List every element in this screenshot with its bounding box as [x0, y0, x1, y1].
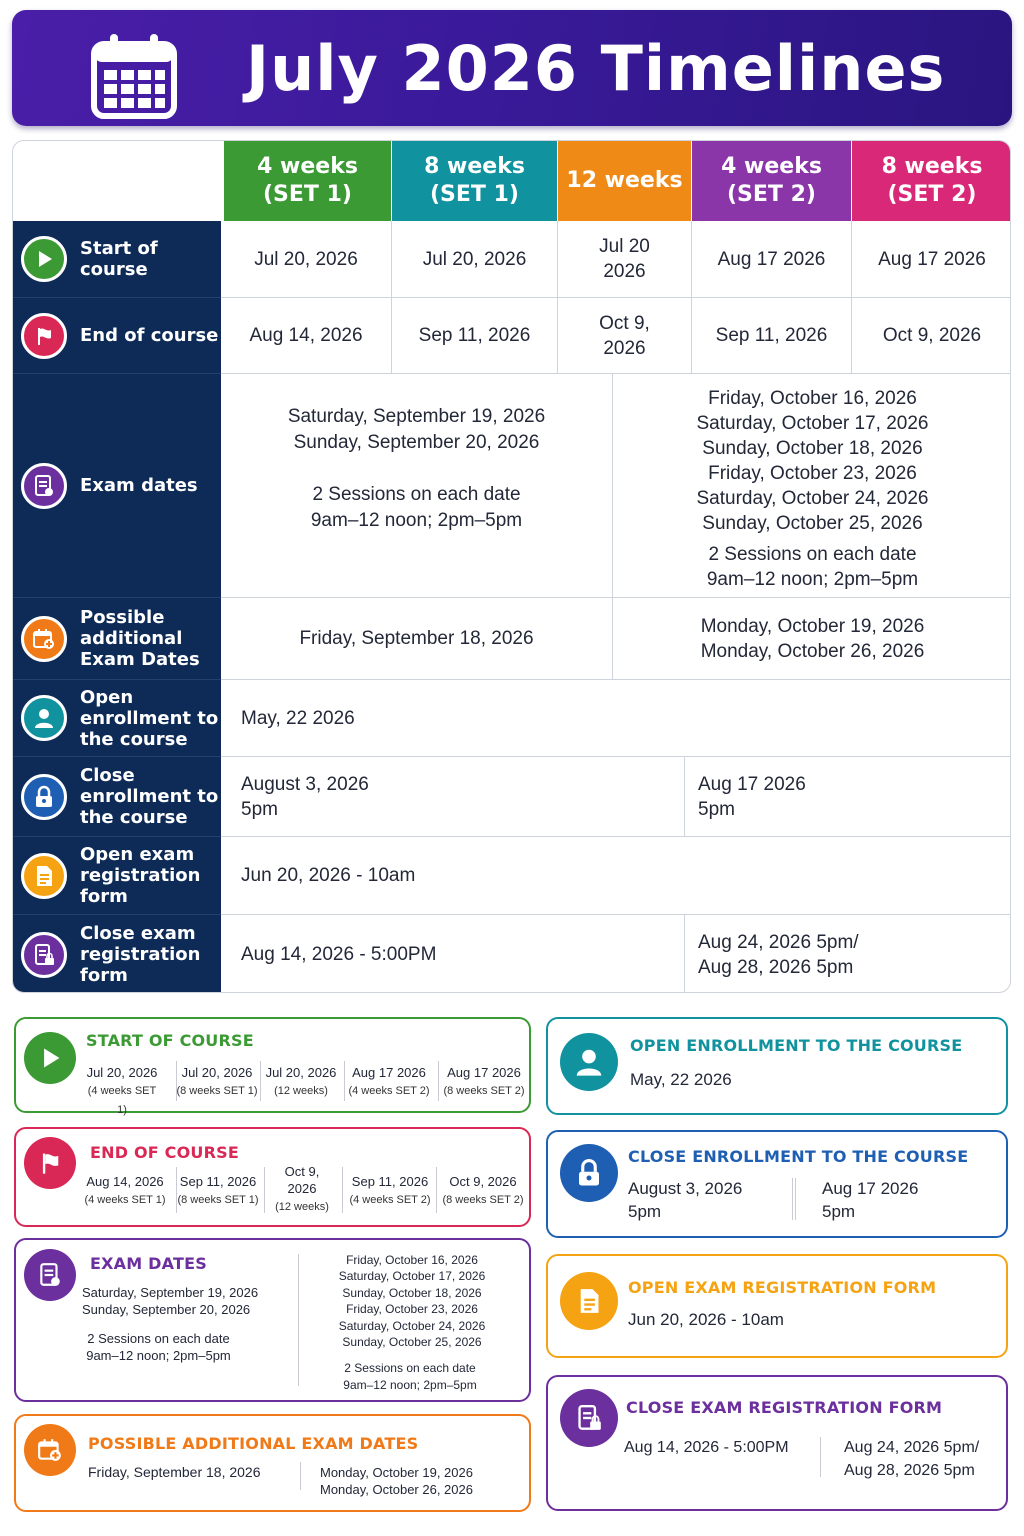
card-item: Jul 20, 2026 (12 weeks) [265, 1065, 337, 1097]
play-icon [21, 236, 67, 282]
card-title: START OF COURSE [86, 1031, 254, 1050]
card-item: Aug 14, 2026 (4 weeks SET 1) [84, 1174, 166, 1206]
card-end-of-course [14, 1127, 531, 1227]
open-enrollment-value: May, 22 2026 [221, 680, 1011, 757]
row-label-close-exam-form: Close exam registration form [13, 915, 221, 993]
card-open-exam-form: OPEN EXAM REGISTRATION FORM Jun 20, 2026 - 10am [546, 1254, 1008, 1358]
card-title: CLOSE EXAM REGISTRATION FORM [626, 1398, 943, 1417]
start-4w-set2: Aug 17 2026 [692, 221, 852, 298]
card-title: CLOSE ENROLLMENT TO THE COURSE [628, 1147, 969, 1166]
row-label-open-enrollment: Open enrollment to the course [13, 680, 221, 757]
card-open-enrollment: OPEN ENROLLMENT TO THE COURSE May, 22 2026 [546, 1017, 1008, 1115]
card-close-enrollment: CLOSE ENROLLMENT TO THE COURSE August 3, 2026 5pm Aug 17 2026 5pm [546, 1130, 1008, 1238]
end-8w-set2: Oct 9, 2026 [852, 298, 1011, 374]
end-4w-set1: Aug 14, 2026 [221, 298, 392, 374]
start-8w-set1: Jul 20, 2026 [392, 221, 558, 298]
column-header-4w-set1: 4 weeks (SET 1) [224, 141, 391, 221]
card-title: POSSIBLE ADDITIONAL EXAM DATES [88, 1434, 419, 1453]
card-title: OPEN EXAM REGISTRATION FORM [628, 1278, 937, 1297]
close-enrollment-set1: August 3, 2026 5pm [221, 757, 685, 837]
form-lock-icon [21, 932, 67, 978]
card-close-exam-form: CLOSE EXAM REGISTRATION FORM Aug 14, 2026 - 5:00PM Aug 24, 2026 5pm/ Aug 28, 2026 5pm [546, 1375, 1008, 1511]
card-start-of-course [14, 1017, 531, 1116]
open-exam-form-value: Jun 20, 2026 - 10am [221, 837, 1011, 915]
end-8w-set1: Sep 11, 2026 [392, 298, 558, 374]
card-item: Aug 17 2026 (4 weeks SET 2) [348, 1065, 430, 1097]
timeline-table [12, 140, 1011, 993]
page-header [12, 10, 1012, 126]
column-header-8w-set1: 8 weeks (SET 1) [392, 141, 557, 221]
calendar-icon [90, 32, 178, 120]
card-item: Aug 17 2026 (8 weeks SET 2) [443, 1065, 525, 1097]
card-item: Oct 9, 2026 (12 weeks) [275, 1164, 329, 1213]
close-exam-form-set2: Aug 24, 2026 5pm/ Aug 28, 2026 5pm [698, 931, 859, 978]
calendar-plus-icon [21, 616, 67, 662]
card-title: END OF COURSE [90, 1143, 239, 1162]
column-header-4w-set2: 4 weeks (SET 2) [692, 141, 851, 221]
user-icon [21, 695, 67, 741]
possible-set1: Friday, September 18, 2026 [221, 598, 613, 680]
lock-icon [21, 774, 67, 820]
user-icon [560, 1033, 618, 1091]
card-item: Sep 11, 2026 (8 weeks SET 1) [177, 1174, 259, 1206]
row-label-exam: Exam dates [13, 374, 221, 598]
flag-icon [24, 1137, 76, 1189]
flag-icon [21, 313, 67, 359]
exam-dates-set2: Friday, October 16, 2026 Saturday, October 17, 2026 Sunday, October 18, 2026 Friday, October 23, 2026 Saturday, October 24, 2026 Sunday, October 25, 2026 2 Sessions on each date 9am–12 noon; 2pm–5pm [613, 374, 1011, 598]
end-12w: Oct 9, 2026 [558, 298, 692, 374]
card-exam-dates: EXAM DATES Saturday, September 19, 2026 Sunday, September 20, 2026 2 Sessions on each date 9am–12 noon; 2pm–5pm Friday, October 16, 2026 Saturday, October 17, 2026 Sunday, October 18, 2026 Friday, October 23, 2026 Saturday, October 24, 2026 Sunday, October 25, 2026 2 Sessions on each date 9am–12 noon; 2pm–5pm [14, 1238, 531, 1402]
row-label-close-enrollment: Close enrollment to the course [13, 757, 221, 837]
card-title: EXAM DATES [90, 1254, 207, 1273]
exam-document-icon [24, 1249, 76, 1301]
card-item: Jul 20, 2026 (8 weeks SET 1) [176, 1065, 258, 1097]
lock-icon [560, 1144, 618, 1202]
row-label-open-exam-form: Open exam registration form [13, 837, 221, 915]
start-12w: Jul 20 2026 [558, 221, 692, 298]
start-8w-set2: Aug 17 2026 [852, 221, 1011, 298]
row-label-start: Start of course [13, 221, 221, 298]
card-possible-exam-dates: POSSIBLE ADDITIONAL EXAM DATES Friday, September 18, 2026 Monday, October 19, 2026 Monday, October 26, 2026 [14, 1414, 531, 1512]
card-item: Sep 11, 2026 (4 weeks SET 2) [349, 1174, 431, 1206]
page-title: July 2026 Timelines [246, 32, 946, 105]
possible-set2: Monday, October 19, 2026 Monday, October 26, 2026 [613, 598, 1011, 680]
column-header-8w-set2: 8 weeks (SET 2) [852, 141, 1011, 221]
end-4w-set2: Sep 11, 2026 [692, 298, 852, 374]
form-icon [21, 853, 67, 899]
play-icon [24, 1032, 76, 1084]
form-icon [560, 1272, 618, 1330]
card-item: Oct 9, 2026 (8 weeks SET 2) [442, 1174, 524, 1206]
start-4w-set1: Jul 20, 2026 [221, 221, 392, 298]
form-lock-icon [560, 1389, 618, 1447]
calendar-plus-icon [24, 1424, 76, 1476]
exam-document-icon [21, 463, 67, 509]
card-item: Jul 20, 2026 (4 weeks SET 1) [86, 1065, 158, 1116]
close-exam-form-set1: Aug 14, 2026 - 5:00PM [221, 915, 685, 993]
row-label-end: End of course [13, 298, 221, 374]
column-header-12w: 12 weeks [558, 141, 691, 221]
card-title: OPEN ENROLLMENT TO THE COURSE [630, 1036, 963, 1055]
row-label-possible: Possible additional Exam Dates [13, 598, 221, 680]
close-enrollment-set2: Aug 17 2026 5pm [685, 757, 1011, 837]
exam-dates-set1: Saturday, September 19, 2026 Sunday, September 20, 2026 2 Sessions on each date 9am–12 noon; 2pm–5pm [221, 374, 613, 598]
